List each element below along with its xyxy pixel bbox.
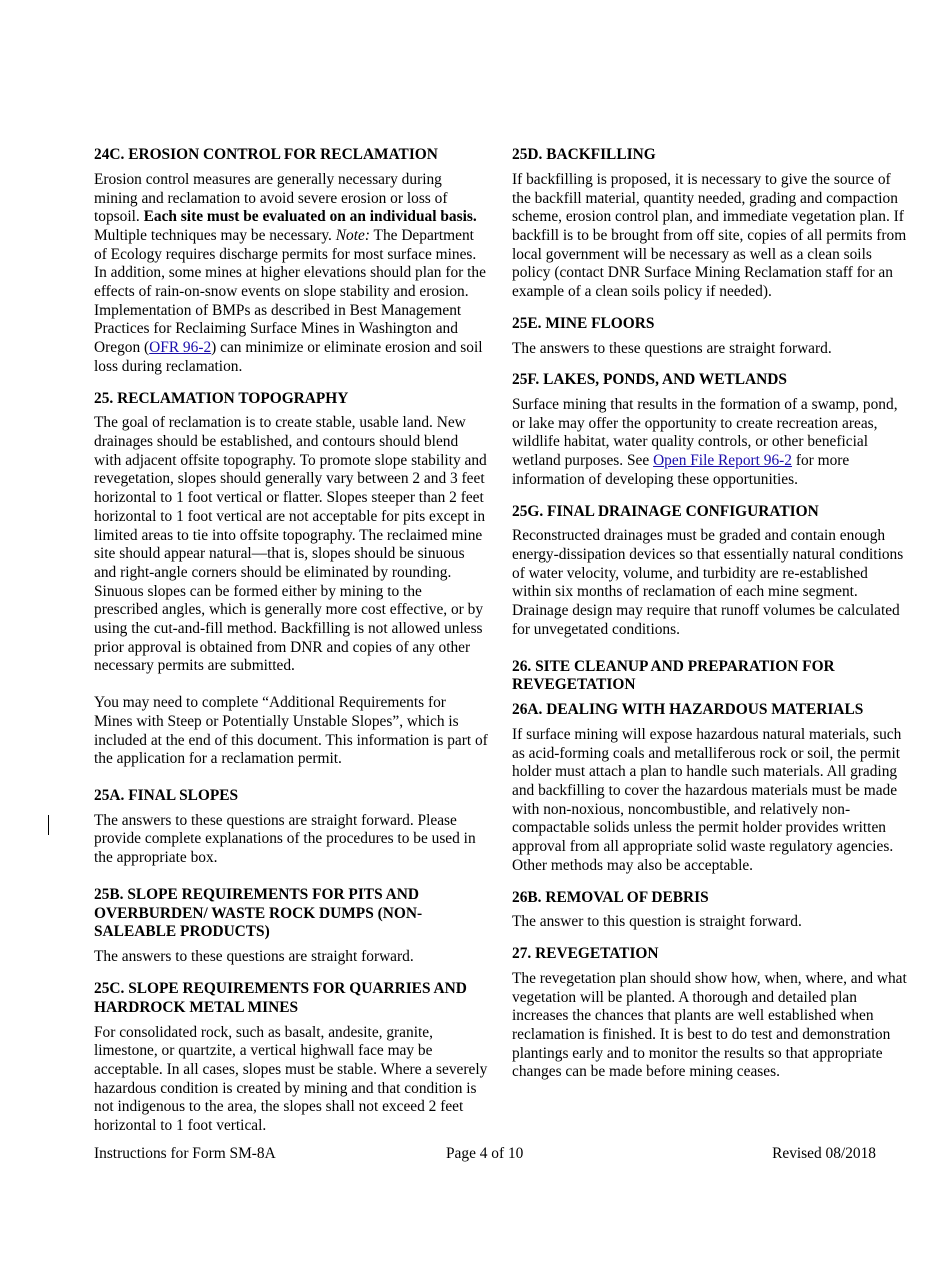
bold-text: Each site must be evaluated on an individual basis. (143, 208, 477, 226)
body-paragraph (512, 527, 908, 639)
body-paragraph (94, 1024, 488, 1136)
body-paragraph (512, 396, 908, 490)
body-paragraph (512, 340, 908, 359)
footer-page-number: Page 4 of 10 (446, 1145, 524, 1162)
text-run: Reconstructed drainages must be graded and contain enough energy-dissipation devices so that essentially natural conditions of water velocity, volume, and turbidity are re-established within six months of reclamation of each mine segment. Drainage design may require that runoff volumes be calculated for unvegetated conditions. (512, 527, 904, 638)
section-heading: 25A. FINAL SLOPES (94, 786, 239, 804)
text-run: Multiple techniques may be necessary. (94, 226, 336, 244)
text-run: The answer to this question is straight forward. (512, 913, 802, 931)
body-paragraph (512, 726, 908, 876)
body-paragraph (512, 970, 908, 1082)
section-heading: 26B. REMOVAL OF DEBRIS (512, 888, 709, 906)
text-run: The answers to these questions are straight forward. (94, 948, 414, 966)
text-run: The Department of Ecology requires discharge permits for most surface mines. In addition, some mines at higher elevations should plan for the effects of rain-on-snow events on slope stability and erosion. Implementation of BMPs as described in Best Management Practices for Reclaiming Surface Mines in Washington and Oregon ( (94, 226, 486, 357)
section-heading: 27. REVEGETATION (512, 945, 659, 963)
section-heading: 25C. SLOPE REQUIREMENTS FOR QUARRIES AND HARDROCK METAL MINES (94, 979, 467, 1016)
revision-bar (48, 815, 49, 835)
body-paragraph (94, 948, 488, 967)
section-heading: 25B. SLOPE REQUIREMENTS FOR PITS AND OVERBURDEN/ WASTE ROCK DUMPS (NON-SALEABLE PRODUCTS) (94, 885, 423, 941)
body-paragraph (512, 913, 908, 932)
text-run: The answers to these questions are straight forward. Please provide complete explanations of the procedures to be used in the appropriate box. (94, 811, 476, 867)
section-heading: 25G. FINAL DRAINAGE CONFIGURATION (512, 502, 819, 520)
section-heading: 25F. LAKES, PONDS, AND WETLANDS (512, 371, 787, 389)
body-paragraph (94, 694, 488, 769)
footer-revision-date: Revised 08/2018 (772, 1145, 876, 1162)
body-paragraph (94, 171, 488, 377)
body-paragraph (94, 812, 488, 868)
left-column (94, 146, 488, 1149)
body-paragraph (512, 171, 908, 302)
text-run: You may need to complete “Additional Requirements for Mines with Steep or Potentially Unstable Slopes”, which is included at the end of this document. This information is part of the application for a reclamation permit. (94, 694, 488, 768)
text-run: For consolidated rock, such as basalt, andesite, granite, limestone, or quartzite, a vertical highwall face may be acceptable. In all cases, slopes must be stable. Where a severely hazardous condition is created by mining and that condition is not indigenous to the area, the slopes shall not exceed 2 feet horizontal to 1 foot vertical. (94, 1023, 488, 1135)
page-footer (94, 1145, 876, 1165)
section-heading: 25. RECLAMATION TOPOGRAPHY (94, 389, 349, 407)
italic-text: Note: (335, 226, 370, 244)
text-run: If backfilling is proposed, it is necessary to give the source of the backfill material, quantity needed, grading and compaction scheme, erosion control plan, and immediate vegetation plan. If backfill is to be brought from off site, copies of all permits from local government will be necessary as well as a clean soils policy (contact DNR Surface Mining Reclamation staff for an example of a clean soils policy if needed). (512, 170, 907, 301)
report-link[interactable]: Open File Report 96-2 (653, 452, 792, 470)
text-run: for more information of developing these opportunities. (512, 452, 850, 488)
report-link[interactable]: OFR 96-2 (149, 339, 212, 357)
footer-form-title: Instructions for Form SM-8A (94, 1145, 276, 1162)
right-column (512, 146, 908, 1095)
section-heading: 24C. EROSION CONTROL FOR RECLAMATION (94, 146, 438, 163)
text-run: Erosion control measures are generally necessary during mining and reclamation to avoid severe erosion or loss of topsoil. (94, 170, 448, 226)
section-heading: 25E. MINE FLOORS (512, 314, 655, 332)
text-run: The revegetation plan should show how, when, where, and what vegetation will be planted. A thorough and detailed plan increases the chances that plants are well established when reclamation is finished. It is best to do test and demonstration plantings early and to monitor the results so that appropriate changes can be made before mining ceases. (512, 969, 907, 1081)
text-run: Surface mining that results in the formation of a swamp, pond, or lake may offer the opportunity to create recreation areas, wildlife habitat, water quality controls, or other beneficial wetland purposes. See (512, 396, 898, 470)
section-heading: 26. SITE CLEANUP AND PREPARATION FOR REVEGETATION (512, 657, 835, 694)
section-heading: 26A. DEALING WITH HAZARDOUS MATERIALS (512, 701, 864, 719)
text-run: If surface mining will expose hazardous natural materials, such as acid-forming coals and metalliferous rock or soil, the permit holder must attach a plan to handle such materials. All grading and backfilling to cover the hazardous materials must be made with non-noxious, noncombustible, and relatively non-compactable solids unless the permit holder provides written approval from all appropriate solid waste regulatory agencies. Other methods may also be acceptable. (512, 725, 902, 874)
body-paragraph (94, 414, 488, 676)
text-run: ) can minimize or eliminate erosion and soil loss during reclamation. (94, 339, 483, 375)
section-heading: 25D. BACKFILLING (512, 146, 656, 163)
text-run: The goal of reclamation is to create stable, usable land. New drainages should be established, and contours should blend with adjacent offsite topography. To promote slope stability and revegetation, slopes should generally vary between 2 and 3 feet horizontal to 1 foot vertical or flatter. Slopes steeper than 2 feet horizontal to 1 foot vertical are not acceptable for pits except in limited areas to tie into offsite topography. The reclaimed mine site should appear natural—that is, slopes should be sinuous and right-angle corners should be eliminated by rounding. Sinuous slopes can be formed either by mining to the prescribed angles, which is generally more cost effective, or by using the cut-and-fill method. Backfilling is not allowed unless prior approval is obtained from DNR and copies of any other necessary permits are submitted. (94, 414, 487, 675)
text-run: The answers to these questions are straight forward. (512, 339, 832, 357)
